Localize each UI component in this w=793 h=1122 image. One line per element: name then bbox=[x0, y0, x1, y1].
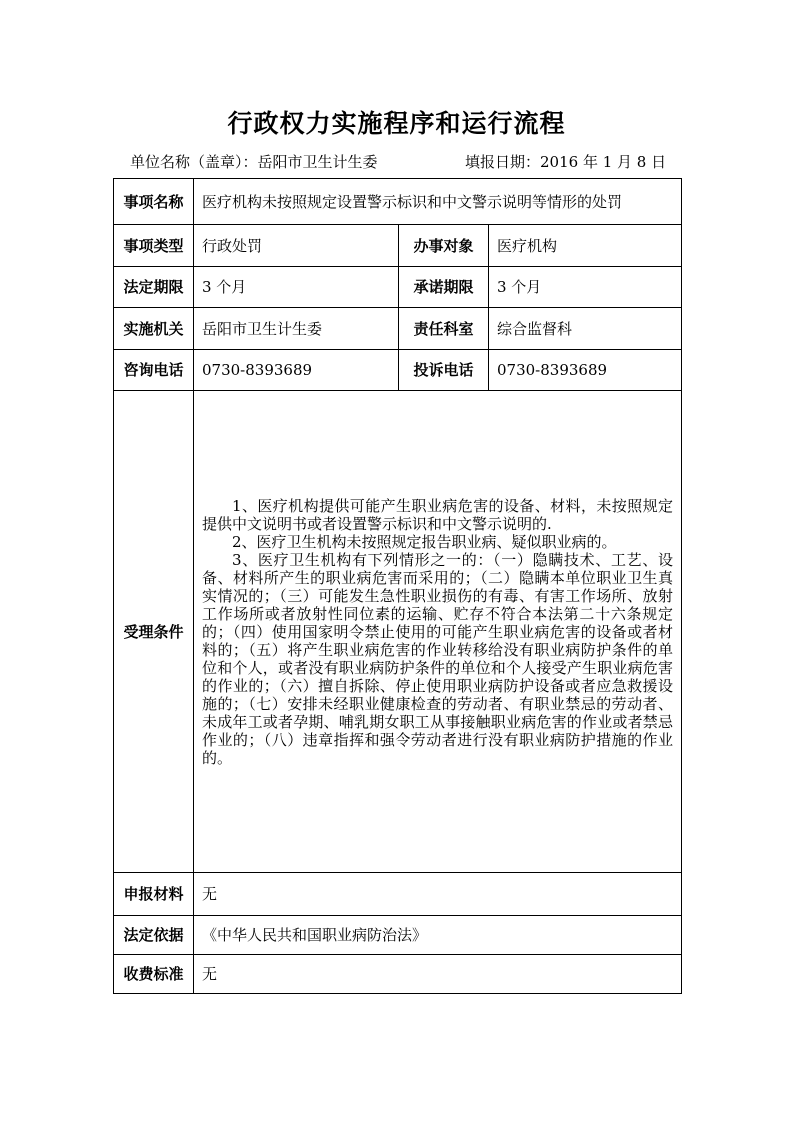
fill-date: 填报日期：2016 年 1 月 8 日 bbox=[465, 153, 667, 171]
legal-basis-label: 法定依据 bbox=[114, 916, 194, 955]
table-row bbox=[114, 179, 682, 225]
condition-paragraph-3: 3、医疗卫生机构有下列情形之一的：（一）隐瞒技术、工艺、设备、材料所产生的职业病危害而采用的；（二）隐瞒本单位职业卫生真实情况的；（三）可能发生急性职业损伤的有毒、有害工作场所、放射工作场所或者放射性同位素的运输、贮存不符合本法第二十六条规定的；（四）使用国家明令禁止使用的可能产生职业病危害的设备或者材料的；（五）将产生职业病危害的作业转移给没有职业病防护条件的单位和个人，或者没有职业病防护条件的单位和个人接受产生职业病危害的作业的；（六）擅自拆除、停止使用职业病防护设备或者应急救援设施的；（七）安排未经职业健康检查的劳动者、有职业禁忌的劳动者、未成年工或者孕期、哺乳期女职工从事接触职业病危害的作业或者禁忌作业的；（八）违章指挥和强令劳动者进行没有职业病防护措施的作业的。 bbox=[202, 550, 673, 767]
table-row bbox=[114, 350, 682, 391]
table-row bbox=[114, 225, 682, 267]
complaint-phone-value: 0730-8393689 bbox=[489, 350, 682, 391]
table-row bbox=[114, 916, 682, 955]
procedure-table bbox=[113, 178, 682, 994]
table-row bbox=[114, 267, 682, 308]
consult-phone-value: 0730-8393689 bbox=[194, 350, 399, 391]
target-value: 医疗机构 bbox=[489, 225, 682, 267]
conditions-value bbox=[194, 391, 682, 873]
item-name-label: 事项名称 bbox=[114, 179, 194, 225]
table-row bbox=[114, 391, 682, 873]
item-type-label: 事项类型 bbox=[114, 225, 194, 267]
legal-limit-label: 法定期限 bbox=[114, 267, 194, 308]
fee-label: 收费标准 bbox=[114, 955, 194, 994]
promise-limit-value: 3 个月 bbox=[489, 267, 682, 308]
conditions-label: 受理条件 bbox=[114, 391, 194, 873]
materials-label: 申报材料 bbox=[114, 873, 194, 916]
page-title: 行政权力实施程序和运行流程 bbox=[227, 109, 566, 138]
unit-name: 单位名称（盖章）：岳阳市卫生计生委 bbox=[130, 153, 378, 171]
fee-value: 无 bbox=[194, 955, 682, 994]
agency-label: 实施机关 bbox=[114, 308, 194, 350]
target-label: 办事对象 bbox=[399, 225, 489, 267]
legal-basis-value: 《中华人民共和国职业病防治法》 bbox=[194, 916, 682, 955]
condition-paragraph-1: 1、医疗机构提供可能产生职业病危害的设备、材料，未按照规定提供中文说明书或者设置警示标识和中文警示说明的. bbox=[202, 496, 673, 533]
table-row bbox=[114, 308, 682, 350]
promise-limit-label: 承诺期限 bbox=[399, 267, 489, 308]
department-value: 综合监督科 bbox=[489, 308, 682, 350]
item-type-value: 行政处罚 bbox=[194, 225, 399, 267]
complaint-phone-label: 投诉电话 bbox=[399, 350, 489, 391]
table-row bbox=[114, 873, 682, 916]
item-name-value: 医疗机构未按照规定设置警示标识和中文警示说明等情形的处罚 bbox=[194, 179, 682, 225]
consult-phone-label: 咨询电话 bbox=[114, 350, 194, 391]
condition-paragraph-2: 2、医疗卫生机构未按照规定报告职业病、疑似职业病的。 bbox=[232, 532, 617, 551]
legal-limit-value: 3 个月 bbox=[194, 267, 399, 308]
materials-value: 无 bbox=[194, 873, 682, 916]
table-row bbox=[114, 955, 682, 994]
department-label: 责任科室 bbox=[399, 308, 489, 350]
agency-value: 岳阳市卫生计生委 bbox=[194, 308, 399, 350]
